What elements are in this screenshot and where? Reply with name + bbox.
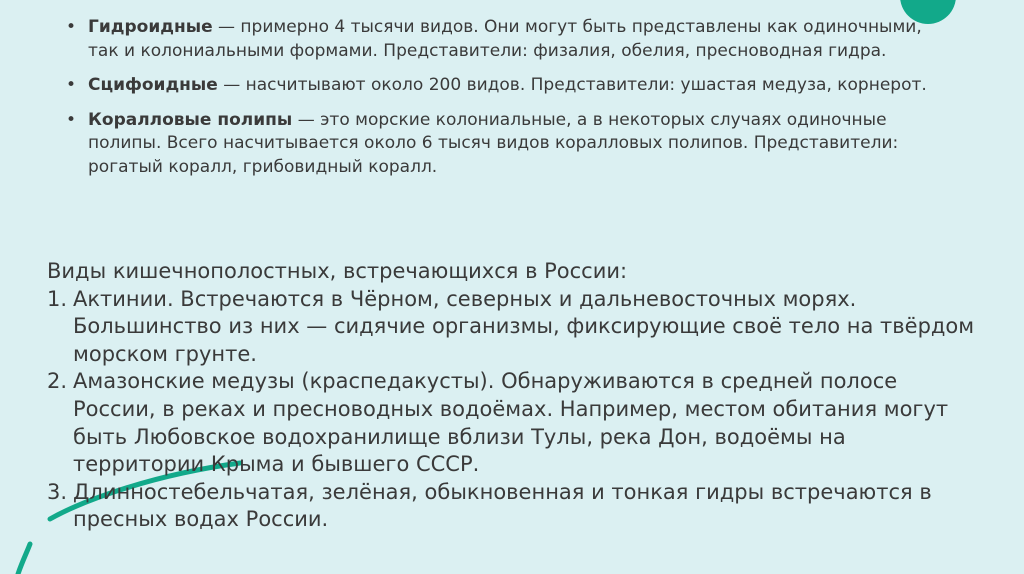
section-intro: Виды кишечнополостных, встречающихся в России: <box>47 259 628 283</box>
list-item <box>64 74 944 98</box>
term-scyphoids: Сцифоидные <box>88 75 218 95</box>
brush-stroke-short <box>18 544 30 574</box>
russia-species-section <box>47 258 977 534</box>
list-item <box>47 286 977 369</box>
cnidarian-classes-list <box>64 16 944 190</box>
term-hydroids: Гидроидные <box>88 17 213 37</box>
list-item <box>47 368 977 478</box>
item-number: 3. <box>47 479 68 504</box>
list-item <box>64 16 944 63</box>
item-text: Длинностебельчатая, зелёная, обыкновенная и тонкая гидры встречаются в пресных водах России. <box>73 479 932 532</box>
item-text: Амазонские медузы (краспедакусты). Обнаруживаются в средней полосе России, в реках и пресноводных водоёмах. Например, местом обитания могут быть Любовское водохранилище вблизи Тулы, река Дон, водоёмы на территории Крыма и бывшего СССР. <box>73 369 949 477</box>
list-item <box>47 479 977 534</box>
item-number: 2. <box>47 369 68 394</box>
russia-species-list <box>47 286 977 534</box>
bullet-text: — насчитывают около 200 видов. Представители: ушастая медуза, корнерот. <box>217 75 927 95</box>
item-text: Актинии. Встречаются в Чёрном, северных и дальневосточных морях. Большинство из них — сидячие организмы, фиксирующие своё тело на твёрдом морском грунте. <box>73 286 975 366</box>
term-coral-polyps: Коралловые полипы <box>88 109 293 130</box>
bullet-text: — это морские колониальные, а в некоторых случаях одиночные полипы. Всего насчитывается около 6 тысяч видов коралловых полипов. Представители: рогатый коралл, грибовидный коралл. <box>88 109 899 177</box>
item-number: 1. <box>47 286 68 311</box>
list-item <box>64 109 944 180</box>
bullet-text: — примерно 4 тысячи видов. Они могут быть представлены как одиночными, так и колониальными формами. Представители: физалия, обелия, пресноводная гидра. <box>88 17 922 61</box>
